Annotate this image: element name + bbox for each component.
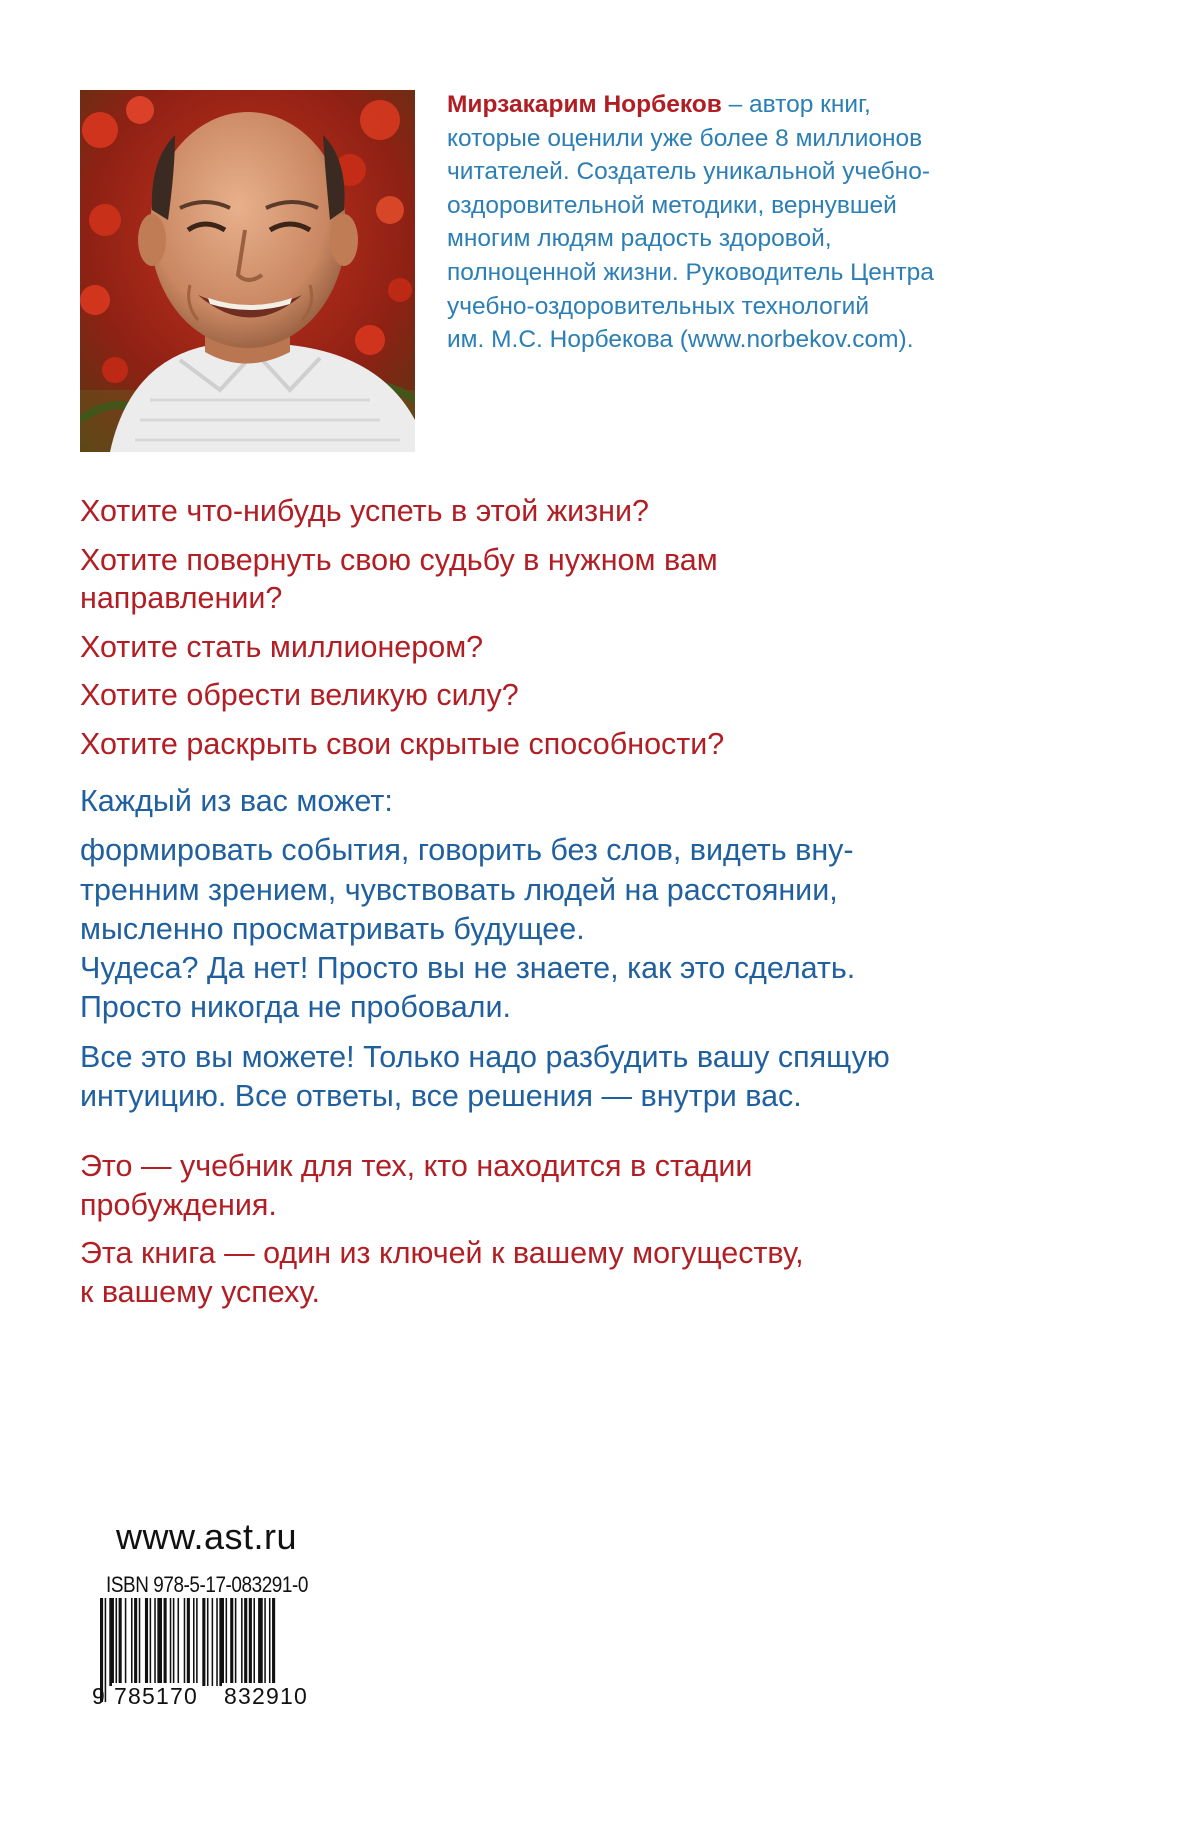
bio-line-4: оздоровительной методики, вернувшей (447, 191, 897, 219)
ending-paragraph-1 (80, 1147, 1120, 1224)
paragraph-line: Эта книга — один из ключей к вашему могуществу, (80, 1236, 804, 1270)
barcode-bar (235, 1598, 237, 1686)
paragraph-line: пробуждения. (80, 1187, 277, 1222)
bio-line-text: – автор книг, (721, 91, 871, 118)
bio-line-6: полноценной жизни. Руководитель Центра (447, 258, 934, 286)
barcode-bar (164, 1598, 167, 1686)
barcode-bar (226, 1598, 228, 1686)
author-bio (447, 88, 1047, 357)
barcode-bar (207, 1598, 209, 1686)
barcode-bar (119, 1598, 122, 1686)
isbn-label: ISBN 978-5-17-083291-0 (106, 1572, 308, 1597)
paragraph-line: мысленно просматривать будущее. (80, 911, 585, 946)
barcode-bar (269, 1598, 271, 1686)
barcode-bar (109, 1598, 114, 1686)
paragraph-line: к вашему успеху. (80, 1274, 320, 1309)
bio-line-8: им. М.С. Норбекова (www.norbekov.com). (447, 326, 914, 354)
barcode-bar (139, 1598, 141, 1686)
barcode-bar (253, 1598, 255, 1686)
barcode-bar (154, 1598, 156, 1686)
question-3: Хотите стать миллионером? (80, 629, 484, 664)
abilities-paragraph-1 (80, 831, 1120, 1027)
barcode-bar (125, 1598, 127, 1686)
paragraph-line: Чудеса? Да нет! Просто вы не знаете, как это сделать. (80, 951, 856, 986)
author-name: Мирзакарим Норбеков (447, 91, 722, 118)
barcode-bar (216, 1598, 218, 1686)
paragraph-line: Это — учебник для тех, кто находится в стадии (80, 1149, 753, 1183)
author-portrait-photo-icon (80, 90, 415, 452)
barcode-bar (173, 1598, 175, 1686)
barcode-bar (178, 1598, 180, 1686)
paragraph-line: интуицию. Все ответы, все решения — внутри вас. (80, 1079, 802, 1114)
paragraph-line: тренним зрением, чувствовать людей на расстоянии, (80, 872, 838, 907)
ending-block (80, 1147, 1120, 1311)
barcode-bar (131, 1598, 133, 1686)
barcode-bar (184, 1598, 186, 1686)
barcode-bar (202, 1598, 205, 1686)
bio-line-2: которые оценили уже более 8 миллионов (447, 124, 923, 152)
bio-line-1 (447, 88, 1047, 122)
questions-block (80, 492, 1110, 773)
publisher-site[interactable]: www.ast.ru (116, 1516, 298, 1557)
bio-line-5: многим людям радость здоровой, (447, 225, 832, 253)
barcode-bar (219, 1598, 224, 1686)
question-2-line-2: направлении? (80, 581, 283, 615)
bio-line-7: учебно-оздоровительных технологий (447, 292, 870, 320)
barcode-bar (105, 1598, 107, 1702)
barcode-bar (196, 1598, 198, 1686)
question-1: Хотите что-нибудь успеть в этой жизни? (80, 494, 649, 528)
paragraph-line: формировать события, говорить без слов, видеть вну- (80, 833, 854, 868)
question-2-line-1: Хотите повернуть свою судьбу в нужном вам (80, 542, 718, 577)
barcode-bar (145, 1598, 148, 1686)
barcode-bar (258, 1598, 263, 1686)
barcode-bar (241, 1598, 243, 1686)
abilities-paragraph-2 (80, 1038, 1120, 1117)
abilities-block (80, 782, 1120, 1116)
barcode-digits-right: 832910 (224, 1683, 308, 1709)
paragraph-line: Просто никогда не пробовали. (80, 990, 511, 1025)
paragraph-line: Все это вы можете! Только надо разбудить вашу спящую (80, 1039, 890, 1074)
barcode-bar (244, 1598, 247, 1686)
barcode-bar (249, 1598, 252, 1686)
barcode-bar (134, 1598, 137, 1686)
barcode-first-digit: 9 (92, 1683, 105, 1709)
barcode-digits-left: 785170 (114, 1683, 198, 1709)
barcode-bar (212, 1598, 214, 1686)
barcode-bar (193, 1598, 195, 1686)
abilities-intro: Каждый из вас может: (80, 784, 393, 818)
barcode-bar (116, 1598, 118, 1686)
bio-line-3: читателей. Создатель уникальной учебно- (447, 158, 930, 186)
question-4: Хотите обрести великую силу? (80, 678, 519, 712)
barcode-bar (230, 1598, 233, 1686)
question-5: Хотите раскрыть свои скрытые способности? (80, 726, 725, 761)
barcode-bar (170, 1598, 172, 1686)
author-photo (80, 90, 415, 452)
barcode-bar (264, 1598, 266, 1686)
ending-paragraph-2 (80, 1234, 1120, 1311)
barcode-bar (150, 1598, 152, 1686)
barcode-bar (157, 1598, 162, 1686)
